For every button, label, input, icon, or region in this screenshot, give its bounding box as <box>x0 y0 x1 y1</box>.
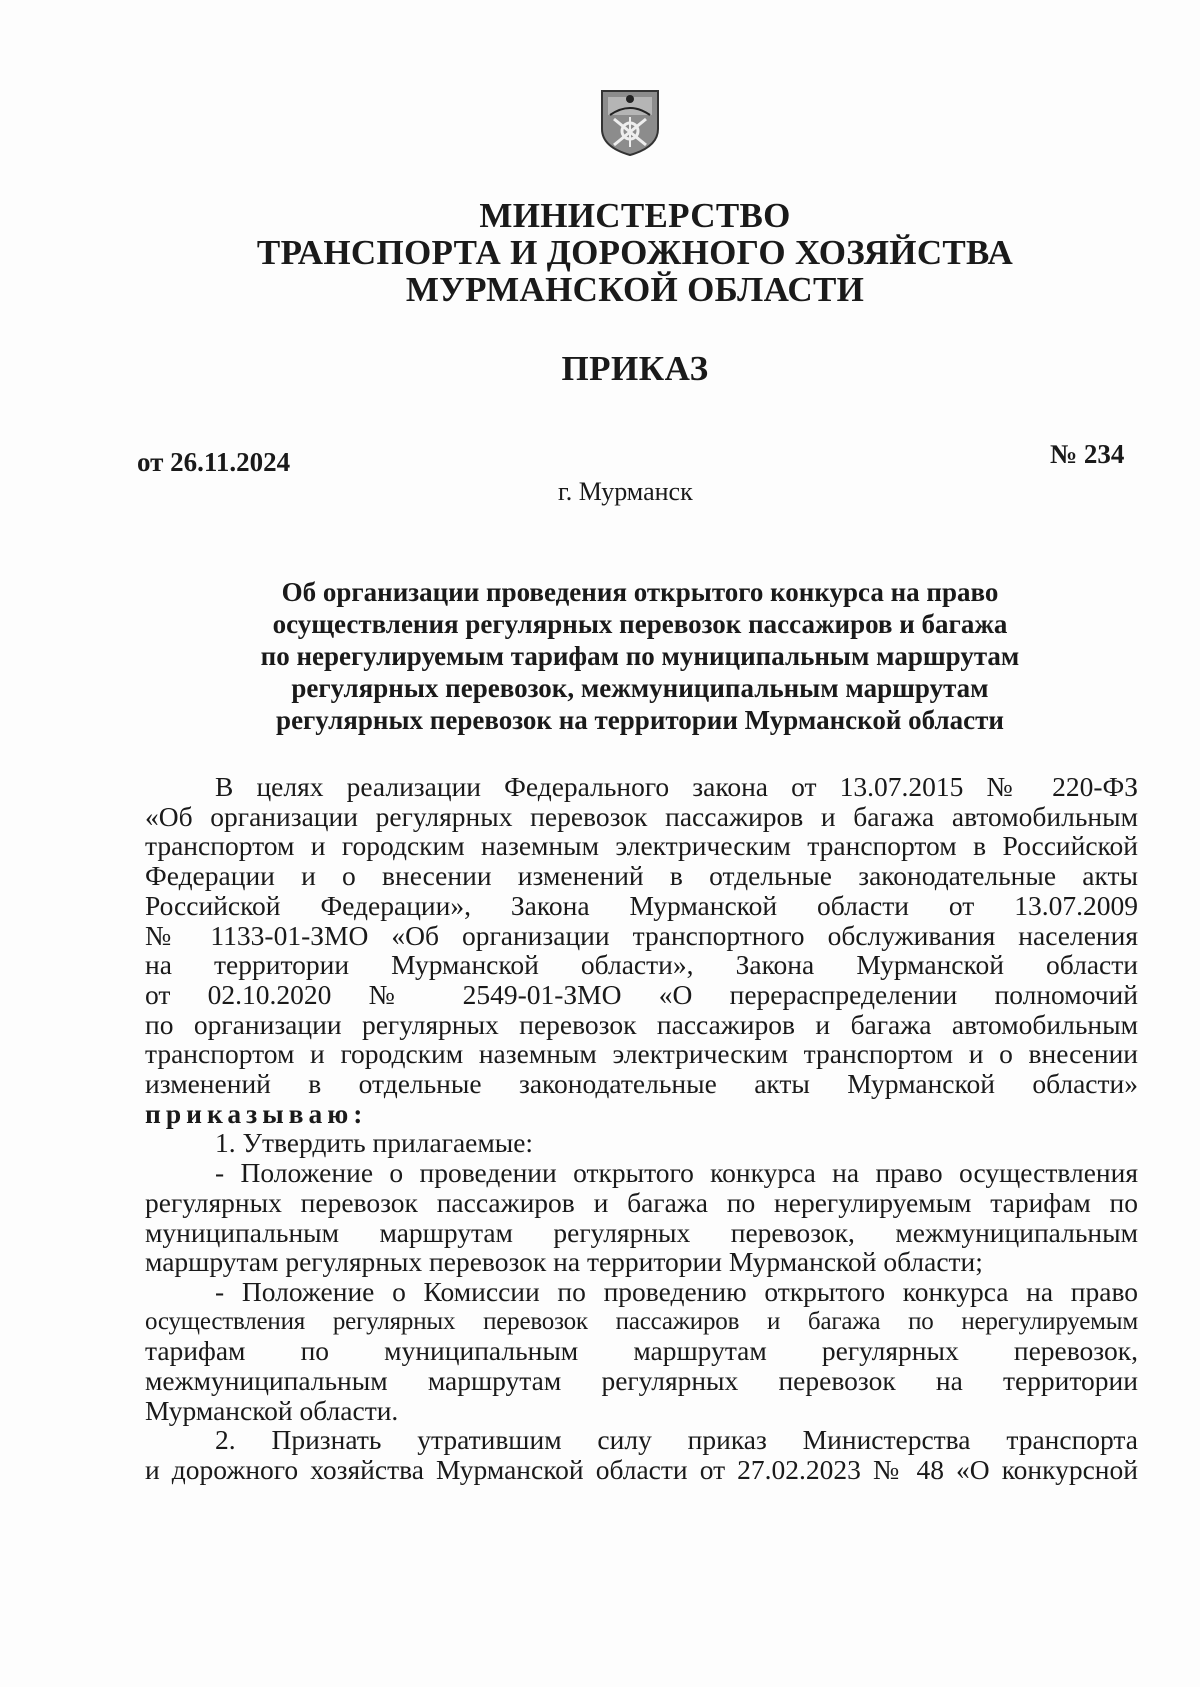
preamble-line: В целях реализации Федерального закона от 13.07.2015 № 220-ФЗ <box>215 771 1138 802</box>
title-line: регулярных перевозок на территории Мурманской области <box>276 705 1004 735</box>
ministry-line: МУРМАНСКОЙ ОБЛАСТИ <box>405 270 865 309</box>
document-city: г. Мурманск <box>558 477 693 506</box>
order-word-text: приказываю: <box>145 1097 368 1129</box>
sub-item-2-line: межмуниципальным маршрутам регулярных перевозок на территории <box>145 1365 1138 1397</box>
preamble-line: № 1133-01-ЗМО «Об организации транспортного обслуживания населения <box>145 919 1138 951</box>
title-line: по нерегулируемым тарифам по муниципальным маршрутам <box>260 641 1020 671</box>
document-body <box>145 772 1138 1485</box>
sub-item-1-line: муниципальным маршрутам регулярных перевозок, межмуниципальным <box>145 1216 1138 1248</box>
title-line: осуществления регулярных перевозок пассажиров и багажа <box>272 609 1008 639</box>
sub-item-1-line: - Положение о проведении открытого конкурса на право осуществления <box>215 1157 1138 1189</box>
preamble-line: Российской Федерации», Закона Мурманской области от 13.07.2009 <box>145 889 1138 921</box>
sub-item-2-line: тарифам по муниципальным маршрутам регулярных перевозок, <box>145 1335 1138 1367</box>
preamble-line: «Об организации регулярных перевозок пассажиров и багажа автомобильным <box>145 800 1138 832</box>
document-type: ПРИКАЗ <box>561 349 709 388</box>
title-line: Об организации проведения открытого конкурса на право <box>281 577 999 607</box>
document-number: № 234 <box>1050 439 1125 469</box>
sub-item-1-line: регулярных перевозок пассажиров и багажа по нерегулируемым тарифам по <box>145 1186 1138 1218</box>
ministry-line: ТРАНСПОРТА И ДОРОЖНОГО ХОЗЯЙСТВА <box>256 233 1014 272</box>
murmansk-coat-of-arms-icon <box>598 85 662 157</box>
ministry-name <box>0 197 1200 308</box>
sub-item-1-line: маршрутам регулярных перевозок на территории Мурманской области; <box>145 1246 983 1278</box>
preamble-line: по организации регулярных перевозок пассажиров и багажа автомобильным <box>145 1008 1138 1040</box>
item-2-line: 2. Признать утратившим силу приказ Министерства транспорта <box>215 1424 1138 1456</box>
document-date: от 26.11.2024 <box>137 447 291 477</box>
item-2-line: и дорожного хозяйства Мурманской области от 27.02.2023 № 48 «О конкурсной <box>145 1454 1138 1486</box>
preamble-line: транспортом и городским наземным электрическим транспортом и о внесении <box>145 1038 1138 1070</box>
sub-item-2-line: осуществления регулярных перевозок пассажиров и багажа по нерегулируемым <box>145 1307 1138 1335</box>
preamble-line: Федерации и о внесении изменений в отдельные законодательные акты <box>145 860 1138 892</box>
sub-item-2-line: Мурманской области. <box>145 1394 399 1426</box>
title-line: регулярных перевозок, межмуниципальным маршрутам <box>291 673 989 703</box>
sub-item-2-line: - Положение о Комиссии по проведению открытого конкурса на право <box>215 1275 1138 1307</box>
ministry-line: МИНИСТЕРСТВО <box>479 196 791 235</box>
preamble-line: на территории Мурманской области», Закона Мурманской области <box>145 949 1138 981</box>
preamble-line: от 02.10.2020 № 2549-01-ЗМО «О перераспределении полномочий <box>145 978 1138 1010</box>
document-title <box>200 576 1080 736</box>
item-1: 1. Утвердить прилагаемые: <box>215 1127 534 1159</box>
preamble-line: транспортом и городским наземным электрическим транспортом в Российской <box>145 830 1138 862</box>
preamble-line: изменений в отдельные законодательные акты Мурманской области» <box>145 1068 1138 1100</box>
order-word <box>145 1099 1138 1129</box>
